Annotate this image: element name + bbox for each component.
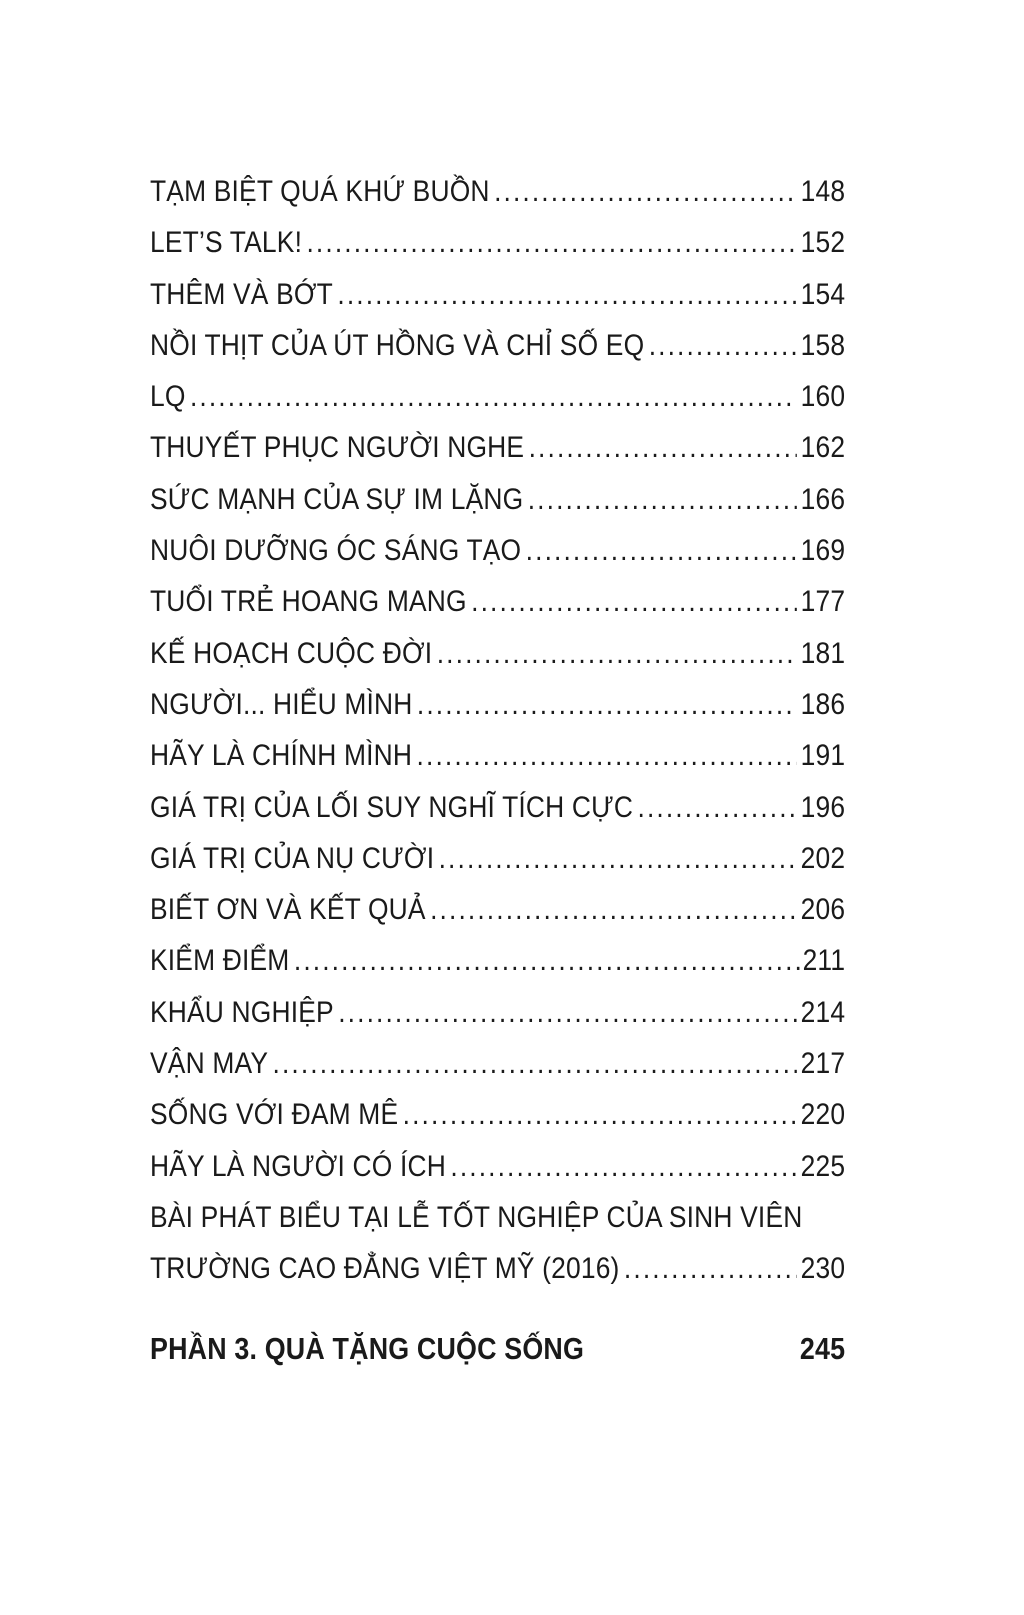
toc-entry-title: KHẨU NGHIỆP bbox=[150, 995, 334, 1029]
toc-entry bbox=[150, 371, 845, 422]
section-footer-page: 245 bbox=[799, 1331, 846, 1366]
dotted-leader bbox=[417, 679, 797, 730]
toc-entry-title: NGƯỜI... HIỂU MÌNH bbox=[150, 687, 413, 721]
toc-entry-page: 177 bbox=[800, 585, 846, 619]
toc-entry bbox=[150, 217, 845, 268]
toc-entry bbox=[150, 1089, 845, 1140]
toc-entry-page: 220 bbox=[800, 1098, 846, 1132]
dotted-leader bbox=[624, 1243, 797, 1294]
toc-entry bbox=[150, 474, 845, 525]
toc-entry bbox=[150, 1038, 845, 1089]
toc-entry-title: HÃY LÀ CHÍNH MÌNH bbox=[150, 739, 413, 773]
toc-entry-page: 186 bbox=[800, 687, 846, 721]
toc-entry-page: 160 bbox=[800, 380, 846, 414]
dotted-leader bbox=[439, 833, 797, 884]
toc-entry-title: VẬN MAY bbox=[150, 1047, 269, 1081]
toc-entry bbox=[150, 730, 845, 781]
dotted-leader bbox=[638, 782, 798, 833]
toc-entry-page: 162 bbox=[800, 431, 846, 465]
toc-entry-title: BÀI PHÁT BIỂU TẠI LỄ TỐT NGHIỆP CỦA SINH VIÊN bbox=[150, 1200, 803, 1234]
toc-entry bbox=[150, 166, 845, 217]
dotted-leader bbox=[494, 166, 797, 217]
toc-entry-page: 211 bbox=[802, 944, 846, 978]
dotted-leader bbox=[471, 576, 797, 627]
toc-entry-title: KIỂM ĐIỂM bbox=[150, 944, 290, 978]
toc-entry bbox=[150, 935, 845, 986]
toc-entry-page: 148 bbox=[800, 175, 846, 208]
dotted-leader bbox=[450, 1141, 797, 1192]
toc-entry bbox=[150, 628, 845, 679]
toc-entry-page: 217 bbox=[800, 1047, 846, 1081]
toc-entry-page: 206 bbox=[800, 893, 846, 927]
toc-entry-title: SỐNG VỚI ĐAM MÊ bbox=[150, 1098, 399, 1132]
dotted-leader bbox=[649, 320, 797, 371]
toc-list bbox=[150, 166, 845, 1295]
toc-entry-page: 225 bbox=[800, 1149, 846, 1183]
toc-entry bbox=[150, 679, 845, 730]
toc-entry bbox=[150, 987, 845, 1038]
toc-entry bbox=[150, 782, 845, 833]
toc-entry bbox=[150, 1141, 845, 1192]
dotted-leader bbox=[437, 628, 797, 679]
toc-entry-page: 158 bbox=[800, 328, 846, 362]
toc-content bbox=[150, 166, 845, 1375]
toc-entry-title: THÊM VÀ BỚT bbox=[150, 277, 333, 311]
toc-entry-title: TUỔI TRẺ HOANG MANG bbox=[150, 585, 467, 619]
toc-entry bbox=[150, 320, 845, 371]
dotted-leader bbox=[338, 987, 797, 1038]
dotted-leader bbox=[526, 525, 797, 576]
toc-entry-page: 152 bbox=[800, 226, 846, 260]
toc-entry-page: 214 bbox=[800, 995, 846, 1029]
toc-entry bbox=[150, 422, 845, 473]
toc-entry bbox=[150, 884, 845, 935]
toc-entry bbox=[150, 833, 845, 884]
toc-entry bbox=[150, 1192, 845, 1243]
dotted-leader bbox=[272, 1038, 797, 1089]
dotted-leader bbox=[294, 935, 799, 986]
dotted-leader bbox=[306, 217, 797, 268]
toc-entry-title-line2: TRƯỜNG CAO ĐẲNG VIỆT MỸ (2016) bbox=[150, 1252, 620, 1286]
toc-entry-title: NỒI THỊT CỦA ÚT HỒNG VÀ CHỈ SỐ EQ bbox=[150, 328, 645, 362]
toc-entry-title: SỨC MẠNH CỦA SỰ IM LẶNG bbox=[150, 482, 524, 516]
toc-entry-page: 166 bbox=[800, 482, 846, 516]
dotted-leader bbox=[529, 422, 797, 473]
dotted-leader bbox=[430, 884, 797, 935]
toc-entry-page: 169 bbox=[800, 534, 846, 568]
toc-entry-page: 196 bbox=[800, 790, 846, 824]
toc-entry-title: GIÁ TRỊ CỦA NỤ CƯỜI bbox=[150, 841, 435, 875]
toc-entry-page: 230 bbox=[800, 1252, 846, 1286]
toc-entry-title: GIÁ TRỊ CỦA LỐI SUY NGHĨ TÍCH CỰC bbox=[150, 790, 634, 824]
toc-entry-page: 181 bbox=[800, 636, 846, 670]
toc-entry-title: KẾ HOẠCH CUỘC ĐỜI bbox=[150, 636, 433, 670]
toc-entry-title: TẠM BIỆT QUÁ KHỨ BUỒN bbox=[150, 175, 490, 208]
toc-entry-continued bbox=[150, 1243, 845, 1294]
toc-entry-title: LQ bbox=[150, 380, 186, 414]
toc-entry-title: NUÔI DƯỠNG ÓC SÁNG TẠO bbox=[150, 534, 522, 568]
toc-entry bbox=[150, 269, 845, 320]
section-footer-label: PHẦN 3. QUÀ TẶNG CUỘC SỐNG bbox=[150, 1331, 585, 1366]
toc-entry bbox=[150, 525, 845, 576]
dotted-leader bbox=[337, 269, 797, 320]
toc-entry-page: 154 bbox=[800, 277, 846, 311]
dotted-leader bbox=[417, 730, 798, 781]
toc-entry-page: 191 bbox=[800, 739, 846, 773]
toc-entry-title: THUYẾT PHỤC NGƯỜI NGHE bbox=[150, 431, 525, 465]
dotted-leader bbox=[528, 474, 797, 525]
dotted-leader bbox=[403, 1089, 797, 1140]
toc-entry-title: LET’S TALK! bbox=[150, 226, 303, 260]
toc-entry-page: 202 bbox=[800, 841, 846, 875]
section-footer bbox=[150, 1324, 845, 1375]
toc-entry-title: BIẾT ƠN VÀ KẾT QUẢ bbox=[150, 893, 426, 927]
toc-entry-title: HÃY LÀ NGƯỜI CÓ ÍCH bbox=[150, 1149, 446, 1183]
toc-entry bbox=[150, 576, 845, 627]
dotted-leader bbox=[190, 371, 797, 422]
